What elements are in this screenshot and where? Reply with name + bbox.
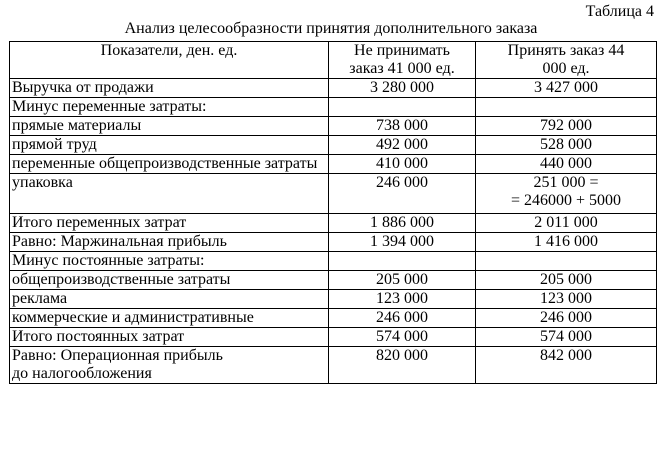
row-label: Минус постоянные затраты: [10,252,329,271]
cell-no-order [329,98,476,117]
cell-no-order: 246 000 [329,309,476,328]
table-row [10,290,657,309]
cell-accept-order: 842 000 [476,347,657,384]
row-label-line: Равно: Операционная прибыль [12,347,223,364]
header-indicator: Показатели, ден. ед. [10,42,329,79]
cell-accept-order: 123 000 [476,290,657,309]
row-label: Итого переменных затрат [10,214,329,233]
cell-no-order: 205 000 [329,271,476,290]
cell-no-order: 410 000 [329,155,476,174]
header-accept-order [476,42,657,79]
table-row [10,347,657,384]
cell-no-order: 1 394 000 [329,233,476,252]
cell-no-order: 574 000 [329,328,476,347]
row-label: Минус переменные затраты: [10,98,329,117]
table-row [10,309,657,328]
row-label: переменные общепроизводственные затраты [10,155,329,174]
cell-line: 251 000 = [533,174,599,191]
table-number: Таблица 4 [585,3,654,20]
row-label: общепроизводственные затраты [10,271,329,290]
header-no-order-line: заказ 41 000 ед. [349,60,455,77]
cell-accept-order: 574 000 [476,328,657,347]
cell-no-order: 246 000 [329,174,476,214]
cell-no-order: 738 000 [329,117,476,136]
cell-no-order: 492 000 [329,136,476,155]
table-row [10,328,657,347]
header-accept-order-line: Принять заказ 44 [507,42,625,59]
cell-accept-order: 205 000 [476,271,657,290]
cell-accept-order [476,98,657,117]
row-label: Выручка от продажи [10,79,329,98]
table-row [10,214,657,233]
cell-accept-order: 528 000 [476,136,657,155]
header-row [10,42,657,79]
header-no-order-line: Не принимать [354,42,450,59]
cell-no-order: 123 000 [329,290,476,309]
table-row [10,155,657,174]
row-label: упаковка [10,174,329,214]
header-no-order [329,42,476,79]
header-accept-order-line: 000 ед. [542,60,590,77]
cell-accept-order [476,174,657,214]
cell-accept-order: 440 000 [476,155,657,174]
cell-no-order: 1 886 000 [329,214,476,233]
cell-no-order: 820 000 [329,347,476,384]
table-row [10,271,657,290]
cell-no-order [329,252,476,271]
cell-no-order: 3 280 000 [329,79,476,98]
table-row [10,233,657,252]
table-row [10,136,657,155]
cell-accept-order [476,252,657,271]
cell-accept-order: 1 416 000 [476,233,657,252]
cell-accept-order: 792 000 [476,117,657,136]
row-label-line: до налогообложения [12,365,152,382]
cell-accept-order: 2 011 000 [476,214,657,233]
row-label [10,347,329,384]
table-row [10,79,657,98]
row-label: Итого постоянных затрат [10,328,329,347]
row-label: коммерческие и административные [10,309,329,328]
table-title: Анализ целесообразности принятия дополнительного заказа [124,20,538,37]
table-row [10,252,657,271]
row-label: реклама [10,290,329,309]
decision-table [9,41,657,384]
row-label: Равно: Маржинальная прибыль [10,233,329,252]
table-row [10,117,657,136]
cell-accept-order: 3 427 000 [476,79,657,98]
table-row [10,98,657,117]
row-label: прямой труд [10,136,329,155]
table-row [10,174,657,214]
row-label: прямые материалы [10,117,329,136]
cell-line: = 246000 + 5000 [510,192,622,209]
cell-accept-order: 246 000 [476,309,657,328]
